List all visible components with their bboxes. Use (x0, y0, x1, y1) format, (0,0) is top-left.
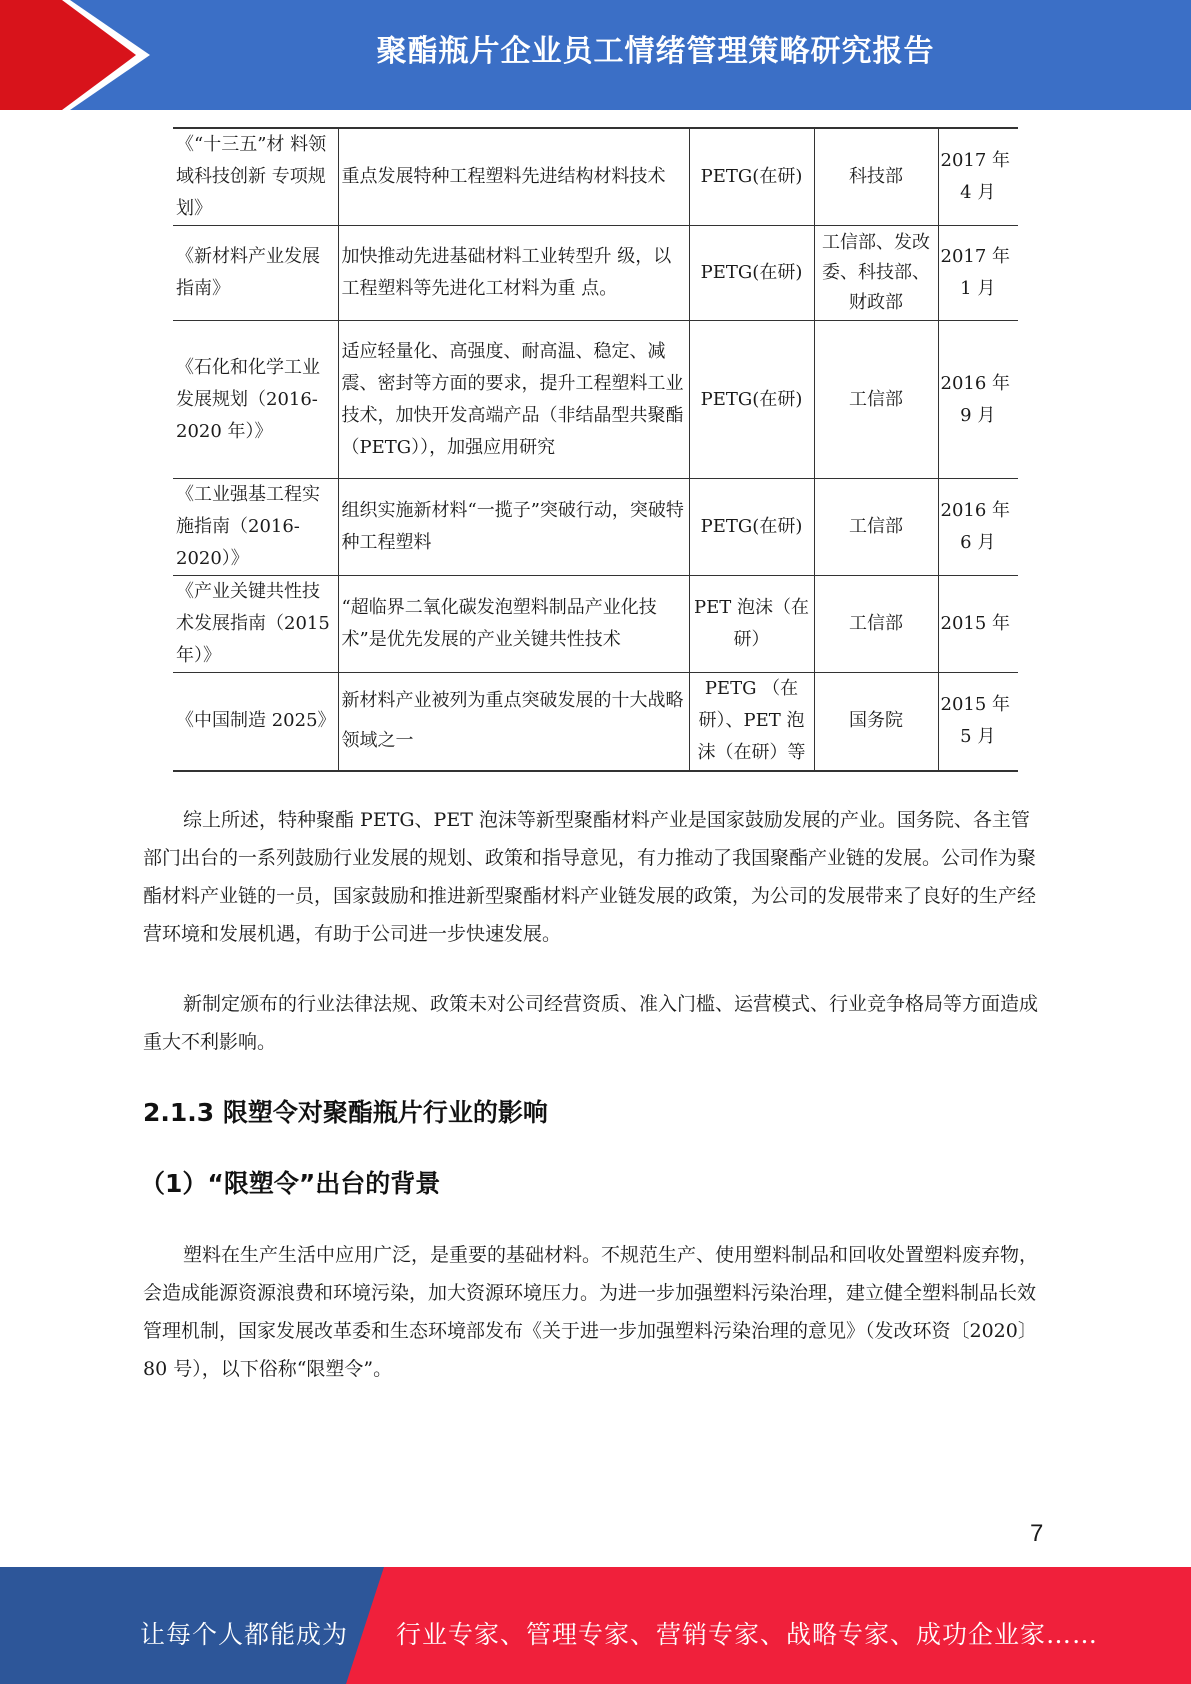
related-product: PETG(在研) (689, 128, 814, 226)
issue-year: 2015 年 (940, 613, 1011, 634)
issue-month: 4 月 (960, 182, 996, 203)
issue-month: 1 月 (960, 278, 996, 299)
footer-slogan-left: 让每个人都能成为 (140, 1620, 349, 1649)
impact-paragraph: 新制定颁布的行业法律法规、政策未对公司经营资质、准入门槛、运营模式、行业竞争格局等方面造成重大不利影响。 (143, 993, 1039, 1053)
issue-month: 5 月 (960, 726, 996, 748)
policy-description: 适应轻量化、高强度、耐高温、稳定、减震、密封等方面的要求，提升工程塑料工业技术，加快开发高端产品（非结晶型共聚酯（PETG）），加强应用研究 (338, 321, 689, 479)
issue-year: 2016 年 (940, 500, 1011, 521)
policy-name: 《新材料产业发展指南》 (173, 226, 338, 321)
issue-date (938, 321, 1018, 479)
issue-date (938, 226, 1018, 321)
report-title: 聚酯瓶片企业员工情绪管理策略研究报告 (376, 34, 935, 69)
policy-description: “超临界二氧化碳发泡塑料制品产业化技术”是优先发展的产业关键共性技术 (338, 576, 689, 673)
issue-year: 2015 年 (940, 694, 1011, 716)
issue-date (938, 576, 1018, 673)
footer-slogan-right: 行业专家、管理专家、营销专家、战略专家、成功企业家…… (396, 1620, 1099, 1649)
related-product: PETG （在研）、PET 泡沫（在研）等 (689, 673, 814, 771)
table-row (173, 576, 1018, 673)
page-header (0, 0, 1191, 110)
related-product: PETG(在研) (689, 321, 814, 479)
issue-date (938, 673, 1018, 771)
background-paragraph: 塑料在生产生活中应用广泛，是重要的基础材料。不规范生产、使用塑料制品和回收处置塑料废弃物，会造成能源资源浪费和环境污染，加大资源环境压力。为进一步加强塑料污染治理，建立健全塑料制品长效管理机制，国家发展改革委和生态环境部发布《关于进一步加强塑料污染治理的意见》（发改环资〔2020〕80 号），以下俗称“限塑令”。 (143, 1244, 1039, 1380)
policy-name: 《石化和化学工业发展规划（2016-2020 年）》 (173, 321, 338, 479)
issuing-department: 国务院 (814, 673, 938, 771)
table-row (173, 321, 1018, 479)
page-number: 7 (1030, 1520, 1044, 1547)
issuing-department: 科技部 (814, 128, 938, 226)
policy-table (173, 127, 1018, 772)
sub-heading: （1）“限塑令”出台的背景 (140, 1169, 441, 1198)
issuing-department: 工信部 (814, 321, 938, 479)
issue-year: 2017 年 (940, 150, 1011, 171)
table-row (173, 479, 1018, 576)
related-product: PETG(在研) (689, 479, 814, 576)
policy-name: 《中国制造 2025》 (173, 673, 338, 771)
policy-name: 《产业关键共性技术发展指南（2015 年）》 (173, 576, 338, 673)
summary-paragraph: 综上所述，特种聚酯 PETG、PET 泡沫等新型聚酯材料产业是国家鼓励发展的产业。国务院、各主管部门出台的一系列鼓励行业发展的规划、政策和指导意见，有力推动了我国聚酯产业链的发展。公司作为聚酯材料产业链的一员，国家鼓励和推进新型聚酯材料产业链发展的政策，为公司的发展带来了良好的生产经营环境和发展机遇，有助于公司进一步快速发展。 (143, 809, 1037, 945)
issue-date (938, 128, 1018, 226)
policy-name: 《“十三五”材 料领域科技创新 专项规划》 (173, 128, 338, 226)
issuing-department: 工信部 (814, 576, 938, 673)
issue-month: 6 月 (960, 532, 996, 553)
issue-year: 2017 年 (940, 246, 1011, 267)
red-arrow-icon (0, 0, 160, 110)
issue-month: 9 月 (960, 404, 996, 426)
related-product: PETG(在研) (689, 226, 814, 321)
issue-year: 2016 年 (940, 372, 1011, 394)
policy-description: 重点发展特种工程塑料先进结构材料技术 (338, 128, 689, 226)
issuing-department: 工信部 (814, 479, 938, 576)
issue-date (938, 479, 1018, 576)
policy-description: 新材料产业被列为重点突破发展的十大战略领域之一 (338, 673, 689, 771)
related-product: PET 泡沫（在研） (689, 576, 814, 673)
policy-name: 《工业强基工程实施指南（2016-2020）》 (173, 479, 338, 576)
table-row (173, 673, 1018, 771)
policy-description: 组织实施新材料“一揽子”突破行动，突破特种工程塑料 (338, 479, 689, 576)
issuing-department: 工信部、发改委、科技部、财政部 (814, 226, 938, 321)
table-row (173, 128, 1018, 226)
page-footer (0, 1567, 1191, 1684)
section-heading: 2.1.3 限塑令对聚酯瓶片行业的影响 (143, 1098, 548, 1127)
policy-description: 加快推动先进基础材料工业转型升 级，以工程塑料等先进化工材料为重 点。 (338, 226, 689, 321)
table-row (173, 226, 1018, 321)
